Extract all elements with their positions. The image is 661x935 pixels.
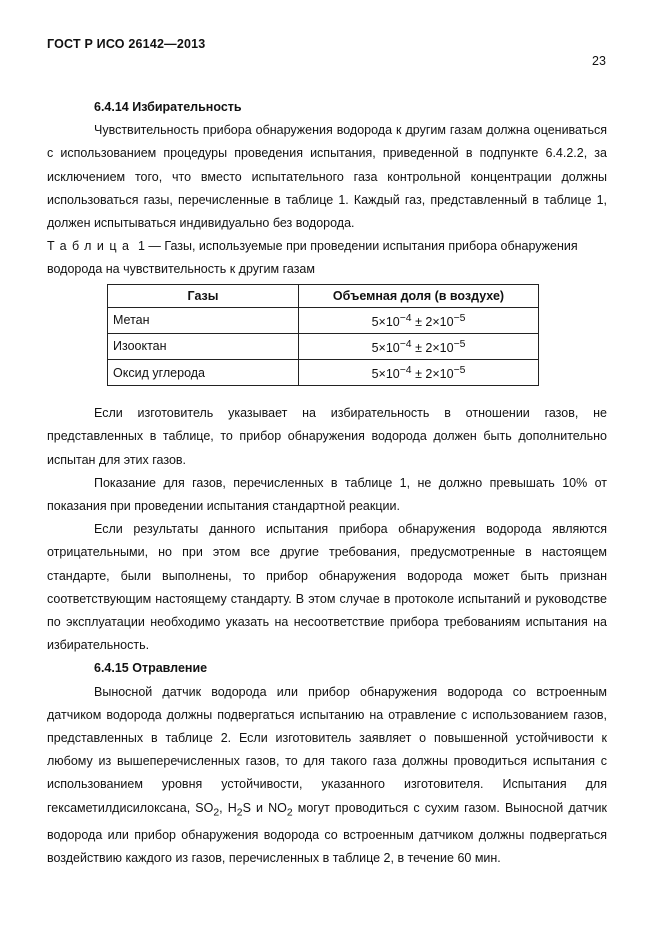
paragraph-poisoning — [47, 681, 607, 871]
paragraph: Чувствительность прибора обнаружения водорода к другим газам должна оцениваться с использованием процедуры проведения испытания, приведенной в подпункте 6.4.2.2, за исключением того, что вместо испытательного газа контрольной концентрации должны использоваться газы, перечисленные в таблице 1. Каждый газ, представленный в таблице 1, должен испытываться индивидуально без водорода. — [47, 123, 607, 231]
tolerance-base: ± 2×10 — [411, 340, 454, 355]
value-base: 5×10 — [371, 340, 400, 355]
gas-name-cell: Метан — [108, 307, 299, 333]
volume-fraction-cell — [299, 307, 539, 333]
paragraph: Если изготовитель указывает на избирательность в отношении газов, не представленных в таблице, то прибор обнаружения водорода должен быть дополнительно испытан для этих газов. — [47, 406, 607, 467]
table-header-row — [108, 284, 539, 307]
table-row — [108, 333, 539, 359]
value-base: 5×10 — [371, 314, 400, 329]
text-segment: могут проводиться с сухим газом. Выносной датчик водорода или прибор обнаружения водорода со встроенным датчиком должны подвергаться воздействию каждого из газов, перечисленных в таблице 2, в течение 60 мин. — [47, 800, 607, 866]
subscript: 2 — [286, 807, 293, 819]
paragraph: Показание для газов, перечисленных в таблице 1, не должно превышать 10% от показания при проведении испытания стандартной реакции. — [47, 475, 607, 513]
volume-fraction-cell — [299, 359, 539, 385]
tolerance-exponent: −5 — [453, 312, 466, 324]
text-segment: Выносной датчик водорода или прибор обнаружения водорода со встроенным датчиком водорода должны подвергаться испытанию на отравление с использованием газов, представленных в таблице 2. Если изготовитель заявляет о повышенной устойчивости к любому из вышеперечисленных газов, то для такого газа должны проводиться испытания с использованием уровня устойчивости, указанного изготовителя. Испытания для гексаметилдисилоксана, SO — [47, 684, 607, 815]
text-segment: , H — [219, 800, 237, 815]
value-exponent: −4 — [399, 312, 412, 324]
table-caption-word: Таблица — [47, 239, 135, 254]
page-body — [47, 96, 607, 871]
table-header-gases: Газы — [108, 284, 299, 307]
table-caption — [47, 235, 607, 281]
page-number: 23 — [592, 54, 606, 68]
subscript: 2 — [236, 807, 243, 819]
paragraph: Если результаты данного испытания прибора обнаружения водорода являются отрицательными, но при этом все другие требования, предусмотренные в настоящем стандарте, были выполнены, то прибор обнаружения водорода может быть признан соответствующим настоящему стандарту. В этом случае в протоколе испытаний и руководстве по эксплуатации необходимо указать на несоответствие прибора требованиям испытания на избирательность. — [47, 522, 607, 653]
tolerance-base: ± 2×10 — [411, 367, 454, 382]
table-header-volume-fraction: Объемная доля (в воздухе) — [299, 284, 539, 307]
table-row — [108, 359, 539, 385]
text-segment: S и NO — [242, 800, 287, 815]
gas-name-cell: Оксид углерода — [108, 359, 299, 385]
tolerance-base: ± 2×10 — [411, 314, 454, 329]
subscript: 2 — [213, 807, 220, 819]
section-heading-6-4-15: 6.4.15 Отравление — [94, 661, 208, 676]
gas-name-cell: Изооктан — [108, 333, 299, 359]
gases-table — [107, 284, 539, 386]
tolerance-exponent: −5 — [453, 364, 466, 376]
value-exponent: −4 — [399, 338, 412, 350]
section-heading-6-4-14: 6.4.14 Избирательность — [94, 100, 242, 114]
value-exponent: −4 — [399, 364, 412, 376]
volume-fraction-cell — [299, 333, 539, 359]
table-row — [108, 307, 539, 333]
tolerance-exponent: −5 — [453, 338, 466, 350]
document-standard-code: ГОСТ Р ИСО 26142—2013 — [47, 37, 206, 51]
table-caption-text: 1 — Газы, используемые при проведении испытания прибора обнаружения водорода на чувствительность к другим газам — [47, 239, 578, 277]
value-base: 5×10 — [371, 367, 400, 382]
